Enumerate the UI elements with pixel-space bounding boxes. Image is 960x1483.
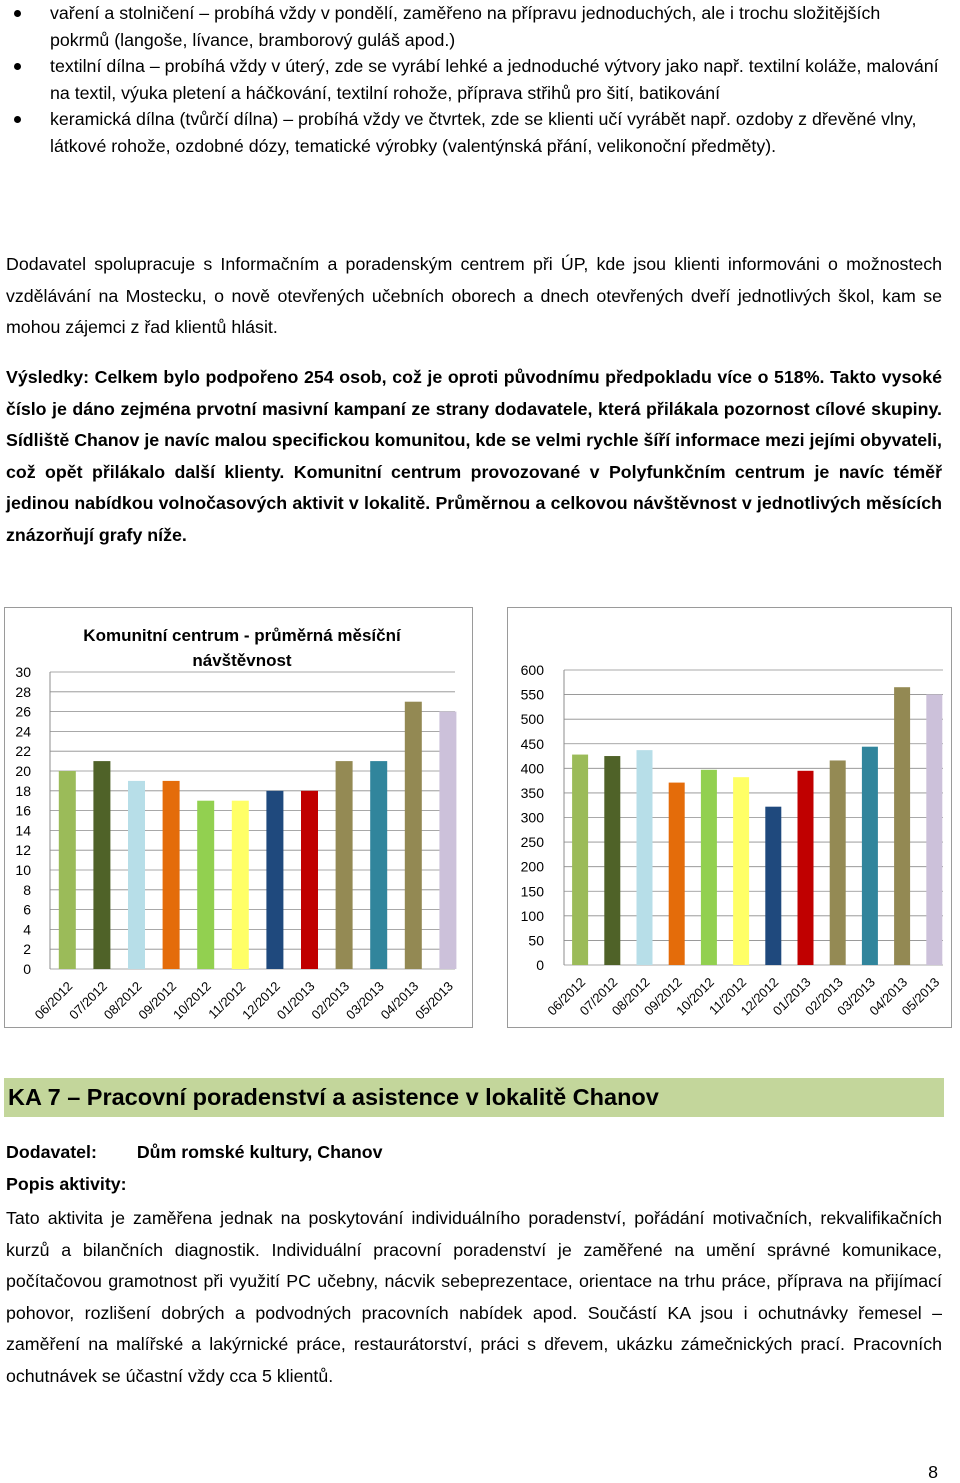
activity-description: Tato aktivita je zaměřena jednak na poskytování individuálního poradenství, pořádání motivačních, rekvalifikačních kurzů a bilančních diagnostik. Individuální pracovní poradenství je zaměřené na umění správné komunikace, počítačovou gramotnost při využití PC učebny, nácvik sebeprezentace, orientace na trhu práce, příprava na přijímací pohovor, rozlišení dobrých a podvodných pracovních nabídek apod. Součástí KA jsou i ochutnávky řemesel – zaměření na malířské a lakýrnické práce, restaurátorství, práci s dřevem, ukázku zámečnických prací. Pracovních ochutnávek se účastní vždy cca 5 klientů. (6, 1208, 942, 1386)
x-tick-label: 07/2012 (66, 978, 111, 1023)
x-tick-label: 02/2013 (801, 974, 846, 1019)
y-tick-label: 500 (520, 711, 544, 728)
y-tick-label: 300 (520, 809, 544, 826)
chart-title: Komunitní centrum - průměrná měsíční (83, 626, 401, 645)
supplier-label: Dodavatel: (6, 1142, 97, 1162)
x-tick-label: 08/2012 (100, 978, 145, 1023)
x-tick-label: 06/2012 (31, 978, 76, 1023)
y-tick-label: 24 (15, 723, 31, 740)
x-tick-label: 01/2013 (273, 978, 318, 1023)
y-tick-label: 50 (528, 932, 544, 949)
y-tick-label: 0 (23, 961, 31, 977)
bar-02-2013 (336, 761, 353, 969)
bullet-icon (14, 63, 21, 70)
supplier-value: Dům romské kultury, Chanov (136, 1142, 383, 1162)
y-tick-label: 150 (520, 883, 544, 900)
list-item: vaření a stolničení – probíhá vždy v pondělí, zaměřeno na přípravu jednoduchých, ale i trochu složitějších pokrmů (langoše, lívance, bramborový guláš apod.) (0, 0, 940, 53)
x-tick-label: 12/2012 (239, 978, 284, 1023)
x-tick-label: 04/2013 (866, 974, 911, 1019)
bar-06-2012 (59, 771, 76, 969)
chart-title: návštěvnost (192, 651, 292, 670)
x-tick-label: 11/2012 (706, 974, 750, 1018)
total-attendance-chart-svg (508, 608, 951, 1027)
y-tick-label: 600 (520, 662, 544, 678)
bar-02-2013 (830, 760, 846, 965)
y-tick-label: 16 (15, 802, 31, 819)
x-tick-label: 09/2012 (640, 974, 685, 1019)
y-tick-label: 2 (23, 941, 31, 958)
x-tick-label: 03/2013 (834, 974, 879, 1019)
x-tick-label: 11/2012 (205, 978, 249, 1022)
results-paragraph: Výsledky: Celkem bylo podpořeno 254 osob, což je oproti původnímu předpokladu více o 518%. Takto vysoké číslo je dáno zejména prvotní masivní kampaní ze strany dodavatele, která přilákala pozornost cílové skupiny. Sídliště Chanov je navíc malou specifickou komunitou, kde se velmi rychle šíří informace mezi jejími obyvateli, což opět přilákalo další klienty. Komunitní centrum provozované v Polyfunkčním centrum je navíc téměř jedinou nabídkou volnočasových aktivit v lokalitě. Průměrnou a celkovou návštěvnost v jednotlivých měsících znázorňují grafy níže. (6, 367, 942, 545)
bar-06-2012 (572, 755, 588, 965)
y-tick-label: 14 (15, 822, 31, 839)
y-tick-label: 10 (15, 862, 31, 878)
y-tick-label: 22 (15, 743, 31, 760)
y-tick-label: 400 (520, 760, 544, 777)
x-tick-label: 02/2013 (308, 978, 353, 1023)
bar-11-2012 (733, 777, 749, 965)
x-tick-label: 06/2012 (544, 974, 589, 1019)
y-tick-label: 350 (520, 784, 544, 801)
x-tick-label: 10/2012 (673, 974, 718, 1019)
activity-list (0, 0, 960, 159)
y-tick-label: 450 (520, 735, 544, 752)
y-tick-label: 28 (15, 683, 31, 700)
bar-09-2012 (669, 783, 685, 965)
bar-03-2013 (370, 761, 387, 969)
bar-10-2012 (197, 801, 214, 969)
bar-01-2013 (798, 771, 814, 965)
y-tick-label: 4 (23, 921, 31, 938)
bar-04-2013 (894, 687, 910, 965)
y-tick-label: 8 (23, 881, 31, 898)
bar-04-2013 (405, 702, 422, 969)
bullet-icon (14, 10, 21, 17)
list-item: keramická dílna (tvůrčí dílna) – probíhá vždy ve čtvrtek, zde se klienti učí vyrábět např. ozdoby z dřevěné vlny, látkové rohože, ozdobné dózy, tematické výrobky (valentýnská přání, velikonoční předměty). (0, 106, 940, 159)
section-heading-bar (4, 1078, 944, 1117)
activity-label: Popis aktivity: (6, 1174, 127, 1194)
cooperation-paragraph: Dodavatel spolupracuje s Informačním a poradenským centrem při ÚP, kde jsou klienti informováni o možnostech vzdělávání na Mostecku, o nově otevřených učebních oborech a dnech otevřených dveří jednotlivých škol, kam se mohou zájemci z řad klientů hlásit. (6, 254, 942, 338)
bar-11-2012 (232, 801, 249, 969)
bar-03-2013 (862, 747, 878, 965)
x-tick-label: 05/2013 (898, 974, 943, 1019)
y-tick-label: 18 (15, 782, 31, 799)
x-tick-label: 12/2012 (737, 974, 782, 1019)
bar-08-2012 (637, 750, 653, 965)
bar-05-2013 (439, 712, 456, 969)
x-tick-label: 08/2012 (608, 974, 653, 1019)
x-tick-label: 01/2013 (769, 974, 814, 1019)
x-tick-label: 03/2013 (342, 978, 387, 1023)
y-tick-label: 6 (23, 901, 31, 918)
y-tick-label: 0 (536, 957, 544, 973)
bar-05-2013 (926, 695, 942, 965)
bar-10-2012 (701, 770, 717, 965)
bar-07-2012 (604, 756, 620, 965)
bar-08-2012 (128, 781, 145, 969)
y-tick-label: 200 (520, 858, 544, 875)
x-tick-label: 07/2012 (576, 974, 621, 1019)
x-tick-label: 04/2013 (377, 978, 422, 1023)
average-attendance-chart-svg (5, 608, 472, 1027)
y-tick-label: 100 (520, 907, 544, 924)
y-tick-label: 30 (15, 664, 31, 680)
x-tick-label: 05/2013 (412, 978, 457, 1023)
x-tick-label: 09/2012 (135, 978, 180, 1023)
y-tick-label: 550 (520, 686, 544, 703)
page-number: 8 (928, 1462, 938, 1482)
supplier-line (6, 1140, 383, 1164)
bar-12-2012 (765, 807, 781, 965)
section-title: KA 7 – Pracovní poradenství a asistence v lokalitě Chanov (8, 1084, 659, 1110)
bar-07-2012 (93, 761, 110, 969)
total-attendance-chart (507, 607, 952, 1028)
x-tick-label: 10/2012 (169, 978, 214, 1023)
y-tick-label: 20 (15, 763, 31, 779)
bar-12-2012 (266, 791, 283, 969)
bar-09-2012 (163, 781, 180, 969)
y-tick-label: 250 (520, 834, 544, 851)
average-attendance-chart (4, 607, 473, 1028)
y-tick-label: 26 (15, 703, 31, 720)
y-tick-label: 12 (15, 842, 31, 859)
bar-01-2013 (301, 791, 318, 969)
list-item: textilní dílna – probíhá vždy v úterý, zde se vyrábí lehké a jednoduché výtvory jako např. textilní koláže, malování na textil, výuka pletení a háčkování, textilní rohože, příprava střihů pro šití, batikování (0, 53, 940, 106)
bullet-icon (14, 116, 21, 123)
